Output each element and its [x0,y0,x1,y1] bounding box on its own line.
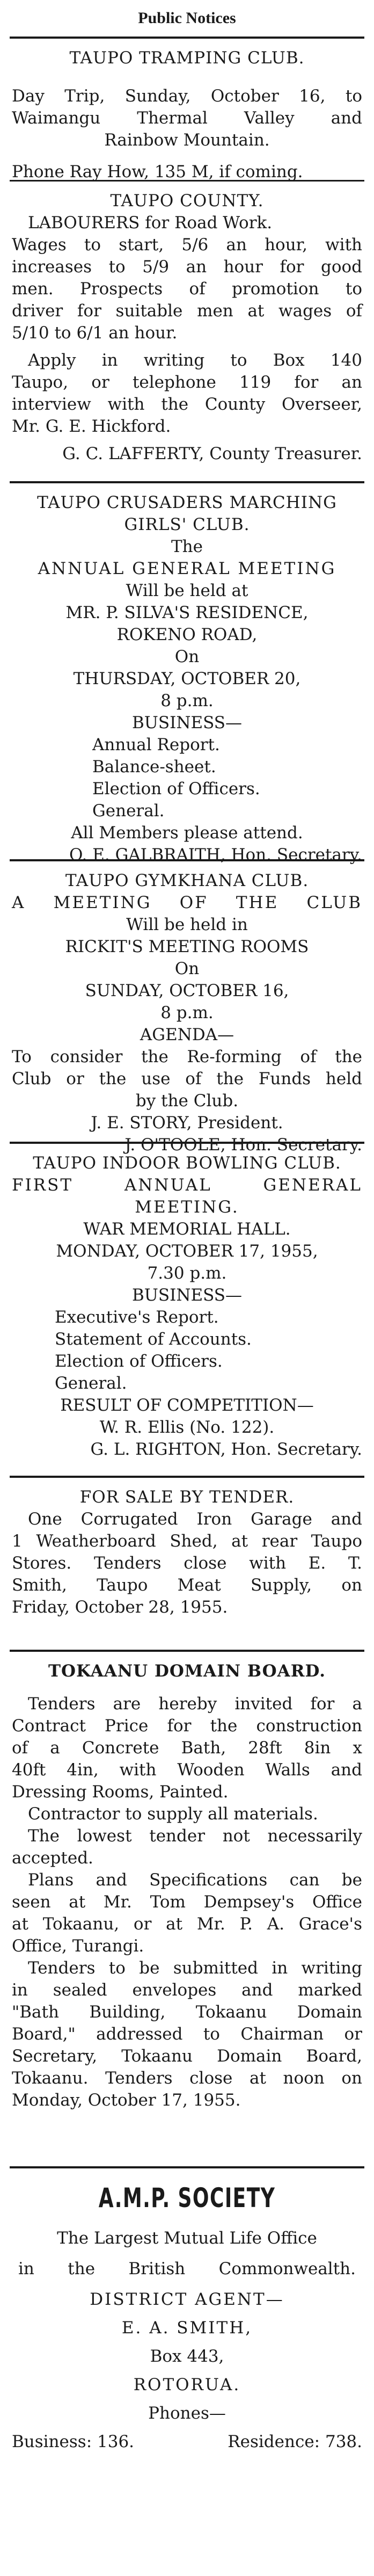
notice-line: A MEETING OF THE CLUB [12,893,362,912]
notice-line: All Members please attend. [71,823,303,843]
notice-line: SUNDAY, OCTOBER 16, [85,981,289,1000]
notice-line: ANNUAL GENERAL MEETING [38,559,336,578]
notice-line: at Tokaanu, or at Mr. P. A. Grace's [12,1914,362,1934]
notice-line: DISTRICT AGENT— [90,2290,284,2309]
notice-line: THURSDAY, OCTOBER 20, [73,669,301,688]
notice-line: FIRST ANNUAL GENERAL [12,1175,362,1195]
notice-signature: O. E. GALBRAITH, Hon. Secretary. [69,845,362,865]
notice-title: TAUPO GYMKHANA CLUB. [65,871,309,890]
notice-line: LABOURERS for Road Work. [28,213,273,233]
amp-society-logo: A.M.P. SOCIETY [98,2182,276,2214]
notice-line: increases to 5/9 an hour for good [12,257,362,277]
notice-line: men. Prospects of promotion to [12,279,362,299]
notice-line: ROTORUA. [133,2375,241,2394]
notice-line: Secretary, Tokaanu Domain Board, [12,2047,362,2066]
notice-gymkhana-club [10,861,364,1155]
notice-line: 8 p.m. [160,1003,214,1022]
notice-crusaders-club [10,483,364,865]
notice-line: On [174,959,200,978]
notice-line: Monday, October 17, 1955. [12,2091,241,2110]
notice-title: FOR SALE BY TENDER. [79,1487,295,1507]
agenda-item: Annual Report. [92,735,220,754]
notice-line: Phone Ray How, 135 M, if coming. [12,162,303,182]
notice-line: E. A. SMITH, [121,2318,253,2338]
notice-line: The Largest Mutual Life Office [57,2229,317,2248]
notice-signature: G. L. RIGHTON, Hon. Secretary. [90,1440,362,1459]
notice-line: Stores. Tenders close with E. T. [12,1554,362,1573]
notice-line: MONDAY, OCTOBER 17, 1955, [56,1242,318,1261]
notice-line: RESULT OF COMPETITION— [60,1396,314,1415]
agenda-item: Executive's Report. [55,1308,219,1327]
residence-phone: Residence: 738. [228,2432,362,2451]
notice-line: 8 p.m. [160,691,214,710]
notice-signature: J. E. STORY, President. [91,1113,283,1133]
notice-line: WAR MEMORIAL HALL. [83,1220,291,1239]
notice-line: Box 443, [150,2347,224,2366]
agenda-item: General. [55,1374,127,1393]
notice-line: Contract Price for the construction [12,1716,362,1736]
notice-line: 5/10 to 6/1 an hour. [12,323,178,343]
notice-line: Tokaanu. Tenders close at noon on [12,2069,362,2088]
notice-line: MR. P. SILVA'S RESIDENCE, [65,603,309,622]
notice-line: Smith, Taupo Meat Supply, on [12,1576,362,1595]
notice-line: 40ft 4in, with Wooden Walls and [12,1760,362,1780]
notice-line: The lowest tender not necessarily [28,1826,362,1846]
notice-line: The [171,537,203,556]
notice-line: Will be held at [126,581,248,600]
agenda-item: Balance-sheet. [92,757,216,777]
notice-line: Waimangu Thermal Valley and [12,108,362,128]
notice-line: BUSINESS— [131,1286,243,1305]
notice-line: BUSINESS— [131,713,243,732]
notice-line: Office, Turangi. [12,1936,144,1956]
notice-line: Board," addressed to Chairman or [12,2024,362,2044]
notice-line: Taupo, or telephone 119 for an [12,373,362,392]
notice-line: Will be held in [126,915,248,934]
notice-title: TOKAANU DOMAIN BOARD. [48,1661,326,1681]
notice-signature: G. C. LAFFERTY, County Treasurer. [62,444,362,463]
amp-phone-numbers [12,2431,362,2453]
notice-line: Mr. G. E. Hickford. [12,417,171,436]
notice-line: Club or the use of the Funds held [12,1069,362,1089]
notice-line: To consider the Re-forming of the [12,1047,362,1066]
notice-line: AGENDA— [140,1025,234,1044]
notice-line: in the British Commonwealth. [18,2259,356,2279]
notice-line: RICKIT'S MEETING ROOMS [65,937,309,956]
notice-title: TAUPO COUNTY. [110,191,264,211]
column-heading: Public Notices [138,9,236,27]
agenda-item: General. [92,801,165,821]
notice-line: in sealed envelopes and marked [12,1980,362,2000]
notice-line: Phones— [148,2404,226,2423]
notice-line: interview with the County Overseer, [12,395,362,414]
notice-for-sale-by-tender [10,1478,364,1650]
notice-title: TAUPO INDOOR BOWLING CLUB. [33,1153,341,1173]
notice-signature: J. O'TOOLE, Hon. Secretary. [124,1135,362,1155]
notice-line: Tenders to be submitted in writing [28,1958,362,1978]
notice-line: One Corrugated Iron Garage and [28,1510,362,1529]
notice-amp-society [10,2168,364,2517]
notice-title: GIRLS' CLUB. [124,515,250,534]
notice-line: Day Trip, Sunday, October 16, to [12,86,362,106]
notice-line: ROKENO ROAD, [116,625,258,644]
notice-line: Tenders are hereby invited for a [28,1694,362,1714]
notice-title: TAUPO TRAMPING CLUB. [69,48,305,68]
notice-tokaanu-domain-board [10,1652,364,2166]
notice-line: of a Concrete Bath, 28ft 8in x [12,1738,362,1758]
notice-line: Dressing Rooms, Painted. [12,1782,229,1802]
notice-line: Contractor to supply all materials. [28,1804,318,1824]
business-phone: Business: 136. [12,2432,135,2451]
notice-line: MEETING. [135,1198,239,1217]
notice-line: Friday, October 28, 1955. [12,1598,228,1617]
notice-line: Plans and Specifications can be [28,1870,362,1890]
notice-line: Rainbow Mountain. [104,130,270,150]
agenda-item: Statement of Accounts. [55,1330,252,1349]
notice-line: W. R. Ellis (No. 122). [99,1418,275,1437]
notice-line: accepted. [12,1848,93,1868]
notice-line: seen at Mr. Tom Dempsey's Office [12,1892,362,1912]
notice-line: driver for suitable men at wages of [12,301,362,321]
notice-line: 1 Weatherboard Shed, at rear Taupo [12,1532,362,1551]
agenda-item: Election of Officers. [92,779,260,799]
notice-line: by the Club. [135,1091,239,1111]
notice-tramping-club [10,39,364,180]
notice-line: On [174,647,200,666]
notice-line: "Bath Building, Tokaanu Domain [12,2002,362,2022]
notice-bowling-club [10,1144,364,1476]
agenda-item: Election of Officers. [55,1352,223,1371]
notice-line: Wages to start, 5/6 an hour, with [12,235,362,255]
notice-taupo-county [10,182,364,481]
notice-line: 7.30 p.m. [147,1264,227,1283]
notice-line: Apply in writing to Box 140 [28,351,362,370]
notice-title: TAUPO CRUSADERS MARCHING [37,493,337,512]
